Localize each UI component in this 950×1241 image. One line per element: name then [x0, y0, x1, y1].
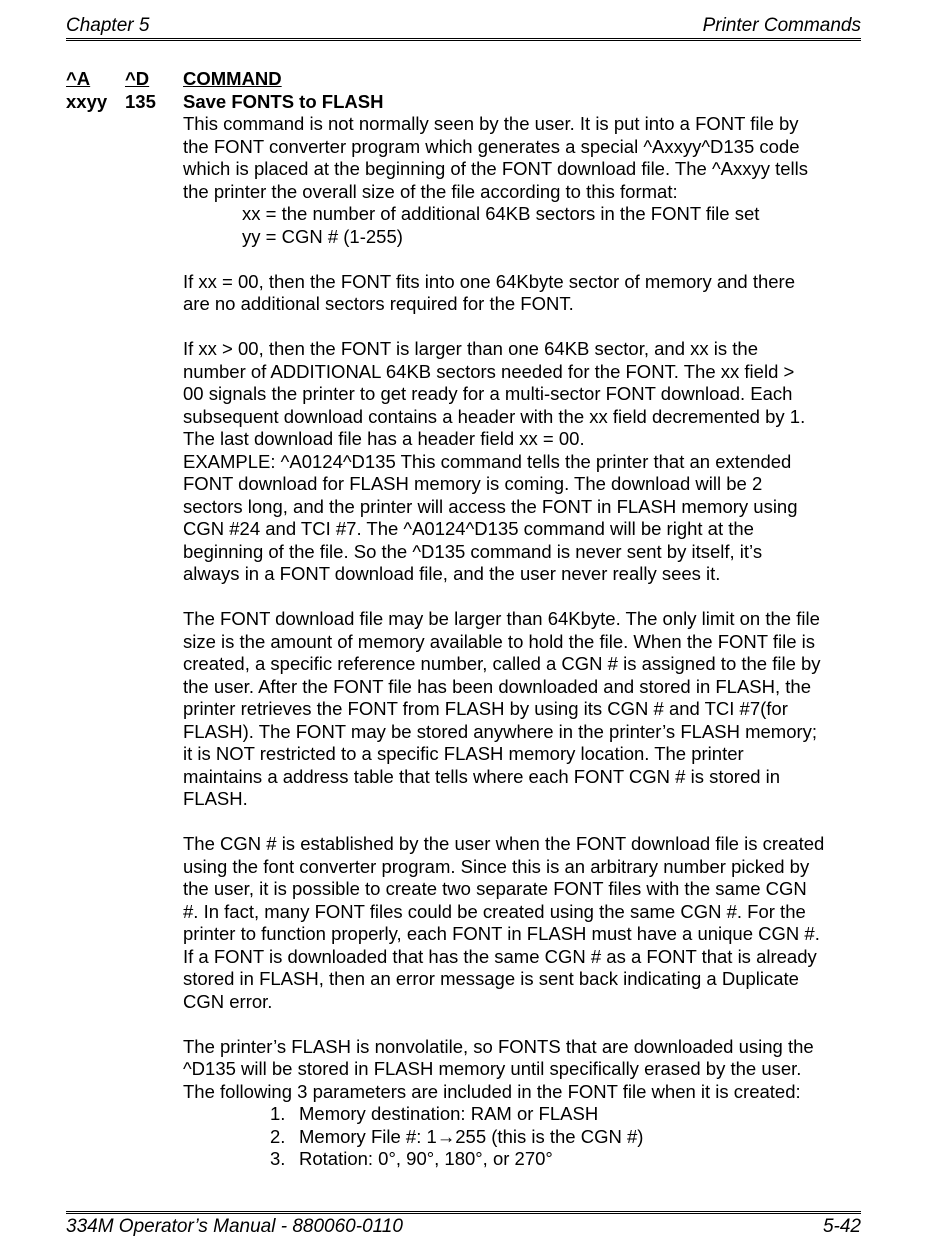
list-item-number: 2.	[270, 1125, 286, 1147]
list-item	[183, 1103, 863, 1126]
col-a-value: xxyy	[66, 90, 108, 112]
command-column-headers	[66, 68, 861, 91]
section-label: Printer Commands	[702, 15, 861, 36]
running-footer	[66, 1216, 861, 1240]
format-yy-line: yy = CGN # (1-255)	[242, 225, 403, 247]
page-number: 5-42	[822, 1216, 861, 1237]
list-item-text: Memory File #: 1→255 (this is the CGN #)	[299, 1125, 644, 1147]
example-paragraph: EXAMPLE: ^A0124^D135 This command tells the printer that an extended FONT download for FLASH memory is coming. The download will be 2 sectors long, and the printer will access the FONT in FLASH memory using CGN #24 and TCI #7. The ^A0124^D135 command will be right at the beginning of the file. So the ^D135 command is never sent by itself, it’s always in a FONT download file, and the user never really sees it.	[183, 450, 798, 584]
cgn-paragraph: The CGN # is established by the user when the FONT download file is created using the font converter program. Since this is an arbitrary number picked by the user, it is possible to create two separate FONT files with the same CGN #. In fact, many FONT files could be created using the same CGN #. For the printer to function properly, each FONT in FLASH must have a unique CGN #. If a FONT is downloaded that has the same CGN # as a FONT that is already stored in FLASH, then an error message is sent back indicating a Duplicate CGN error.	[183, 833, 825, 1012]
manual-title: 334M Operator’s Manual - 880060-0110	[66, 1216, 403, 1237]
command-title: Save FONTS to FLASH	[183, 90, 384, 112]
col-d-header: ^D	[125, 68, 150, 89]
format-xx-line: xx = the number of additional 64KB sectors in the FONT file set	[242, 203, 760, 224]
parameter-list	[183, 1103, 863, 1171]
list-item-text: Memory destination: RAM or FLASH	[299, 1103, 599, 1124]
command-description	[183, 113, 863, 1171]
command-values-row	[66, 91, 861, 114]
col-command-header: COMMAND	[183, 68, 282, 89]
flash-paragraph: The printer’s FLASH is nonvolatile, so FONTS that are downloaded using the ^D135 will be stored in FLASH memory until specifically erased by the user. The following 3 parameters are included in the FONT file when it is created:	[183, 1035, 814, 1102]
footer-rule	[66, 1211, 861, 1214]
list-item-text: Rotation: 0°, 90°, 180°, or 270°	[299, 1148, 553, 1169]
list-item	[183, 1148, 863, 1171]
list-item-number: 1.	[270, 1103, 286, 1124]
xx-greater-paragraph: If xx > 00, then the FONT is larger than one 64KB sector, and xx is the number of ADDITIONAL 64KB sectors needed for the FONT. The xx field > 00 signals the printer to get ready for a multi-sector FONT download. Each subsequent download contains a header with the xx field decremented by 1. The last download file has a header field xx = 00.	[183, 338, 806, 449]
list-item	[183, 1126, 863, 1149]
intro-paragraph: This command is not normally seen by the user. It is put into a FONT file by the FONT converter program which generates a special ^Axxyy^D135 code which is placed at the beginning of the FONT download file. The ^Axxyy tells the printer the overall size of the file according to this format:	[183, 113, 808, 202]
col-a-header: ^A	[66, 68, 91, 89]
file-size-paragraph: The FONT download file may be larger than 64Kbyte. The only limit on the file size is the amount of memory available to hold the file. When the FONT file is created, a specific reference number, called a CGN # is assigned to the file by the user. After the FONT file has been downloaded and stored in FLASH, the printer retrieves the FONT from FLASH by using its CGN # and TCI #7(for FLASH). The FONT may be stored anywhere in the printer’s FLASH memory; it is NOT restricted to a specific FLASH memory location. The printer maintains a address table that tells where each FONT CGN # is stored in FLASH.	[183, 608, 821, 809]
xx-zero-paragraph: If xx = 00, then the FONT fits into one 64Kbyte sector of memory and there are no additional sectors required for the FONT.	[183, 270, 796, 314]
list-item-number: 3.	[270, 1148, 286, 1169]
chapter-label: Chapter 5	[66, 15, 150, 36]
command-heading	[66, 68, 861, 113]
header-rule	[66, 38, 861, 41]
col-d-value: 135	[125, 90, 156, 112]
running-header	[66, 15, 861, 39]
